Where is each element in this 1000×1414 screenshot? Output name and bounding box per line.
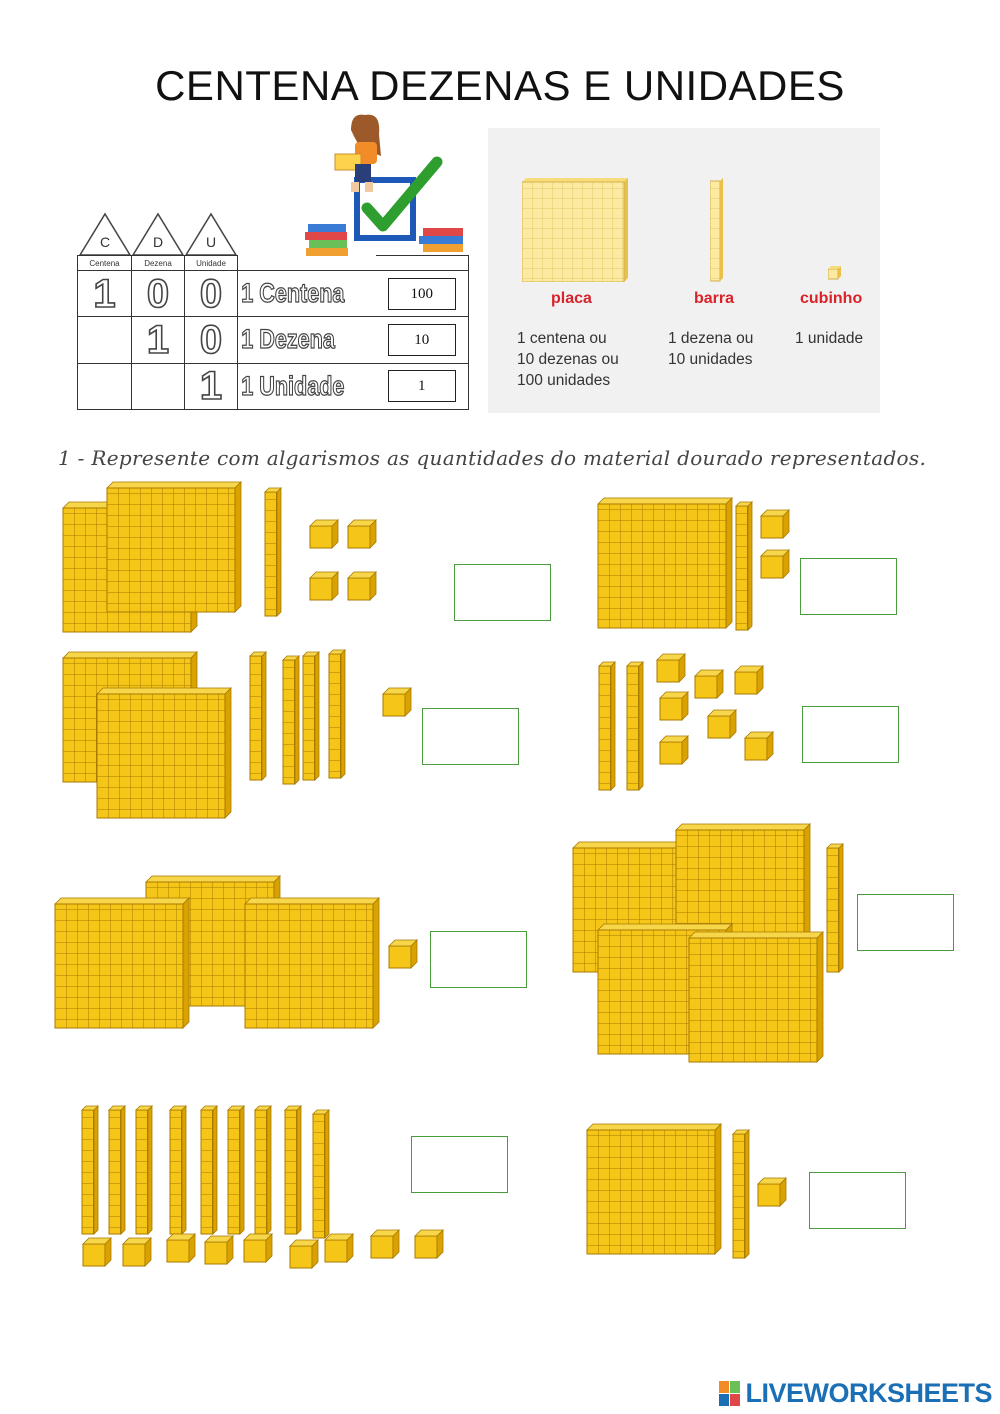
header-dezena: Dezena [132, 256, 185, 271]
row-value: 10 [388, 324, 456, 356]
answer-box-2[interactable] [800, 558, 897, 615]
answer-box-1[interactable] [454, 564, 551, 621]
roof-c [79, 212, 131, 256]
digit-c: 1 [78, 271, 132, 317]
header-unidade: Unidade [185, 256, 238, 271]
answer-box-7[interactable] [411, 1136, 508, 1193]
answer-box-8[interactable] [809, 1172, 906, 1229]
reference-panel [488, 128, 880, 413]
row-value: 1 [388, 370, 456, 402]
teacher-illustration [305, 112, 470, 262]
answer-box-6[interactable] [857, 894, 954, 951]
digit-c [78, 363, 132, 409]
brand-text: LIVEWORKSHEETS [745, 1378, 992, 1408]
digit-u: 0 [185, 271, 238, 317]
digit-u: 0 [185, 317, 238, 363]
header-centena: Centena [78, 256, 132, 271]
page-title: CENTENA DEZENAS E UNIDADES [155, 62, 845, 109]
row-value: 100 [388, 278, 456, 310]
desc-cubinho: 1 unidade [795, 330, 864, 347]
row-word: 1 Dezena [241, 324, 335, 355]
digit-d [132, 363, 185, 409]
label-cubinho: cubinho [800, 290, 863, 307]
digit-d: 0 [132, 271, 185, 317]
desc-barra: 1 dezena ou 10 unidades [668, 330, 754, 368]
instruction: 1 - Represente com algarismos as quantidades do material dourado representados. [58, 446, 927, 470]
barra-icon [710, 178, 724, 282]
roof-letter: U [205, 234, 217, 250]
row-word: 1 Unidade [241, 370, 345, 401]
roof-d [132, 212, 184, 256]
digit-d: 1 [132, 317, 185, 363]
row-word: 1 Centena [241, 278, 345, 309]
cdu-table [77, 255, 469, 410]
answer-box-4[interactable] [802, 706, 899, 763]
label-barra: barra [694, 290, 735, 307]
roof-u [185, 212, 237, 256]
roof-letter: C [99, 234, 111, 250]
label-placa: placa [551, 290, 592, 307]
answer-box-3[interactable] [422, 708, 519, 765]
cubinho-icon [828, 266, 842, 280]
digit-u: 1 [185, 363, 238, 409]
liveworksheets-logo-icon [719, 1381, 741, 1407]
roof-letter: D [152, 234, 164, 250]
placa-icon [522, 178, 628, 282]
digit-c [78, 317, 132, 363]
brand-logo [719, 1378, 992, 1409]
desc-placa: 1 centena ou 10 dezenas ou 100 unidades [517, 330, 619, 389]
answer-box-5[interactable] [430, 931, 527, 988]
